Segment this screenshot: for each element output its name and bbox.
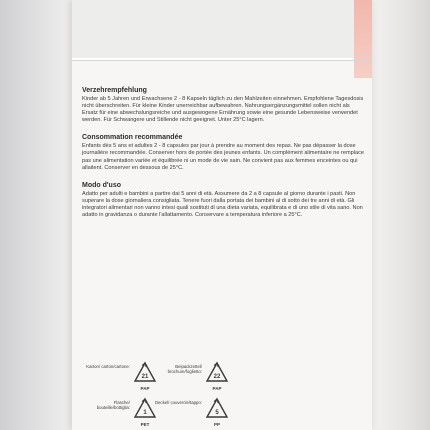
fold-line [72, 60, 372, 61]
box-top-flap [72, 0, 372, 60]
section-fr [82, 133, 366, 171]
background-right [370, 0, 430, 430]
recycling-info [82, 360, 262, 430]
recycling-code: PET [140, 422, 150, 427]
recycle-number: 21 [141, 374, 149, 380]
recycling-code: PAP [212, 386, 222, 391]
recycle-triangle-icon [204, 396, 230, 422]
recycle-number: 5 [215, 410, 219, 416]
recycling-code: PP [213, 422, 220, 427]
recycling-label: Beipackzettel/ brochure/foglietto: [167, 364, 202, 374]
section-body: Enfants dès 5 ans et adultes 2 - 8 capsules par jour à prendre au moment des repas. Ne pas dépasser la dose journalière recommandée. Conserver hors de portée des jeunes enfants. Un complément alimentaire ne remplace pas une alimentation variée et équilibrée ni un mode de vie sain. Ne convient pas aux femmes enceintes ou qui allaitent. Conserver en dessous de 25°C. [82, 143, 365, 171]
label-text-panel [82, 86, 366, 228]
section-heading: Modo d'uso [82, 181, 121, 189]
background-left [0, 0, 78, 430]
recycle-triangle-icon [204, 360, 230, 386]
section-de [82, 86, 366, 124]
section-it [82, 181, 366, 219]
section-body: Adatto per adulti e bambini a partire dai 5 anni di età. Assumere da 2 a 8 capsule al giorno durante i pasti. Non superare la dose giornaliera consigliata. Tenere fuori dalla portata dei bambini al di sotto dei tre anni di età. Gli integratori alimentari non vanno intesi quali sostituti di una dieta variata, equilibrata e di uno stile di vita sano. Non adatto in gravidanza o durante l'allattamento. Conservare a temperatura inferiore a 25°C. [82, 190, 363, 219]
section-body: Kinder ab 5 Jahren und Erwachsene 2 - 8 Kapseln täglich zu den Mahlzeiten einnehmen. Empfohlene Tagesdosis nicht überschreiten. Für kleine Kinder unerreichbar aufbewahren. Nahrungsergänzungsmittel sollen nicht als Ersatz für eine abwechslungsreiche und ausgewogene Ernährung sowie eine gesunde Lebensweise verwendet werden. Für Schwangere und Stillende nicht geeignet. Unter 25°C lagern. [82, 96, 364, 124]
section-heading: Consommation recommandée [82, 134, 183, 142]
section-heading: Verzehrempfehlung [82, 87, 147, 94]
recycling-label: Karton/ carton/cartone: [86, 364, 130, 369]
recycling-code: PAP [140, 386, 150, 391]
supplement-box [72, 0, 372, 430]
recycling-label: Flasche/ bouteille/bottiglia: [96, 400, 130, 410]
recycling-item-cap [154, 396, 240, 428]
recycle-number: 22 [213, 374, 221, 380]
recycling-item-leaflet [154, 360, 240, 392]
recycling-label: Deckel/ couvercle/tappo: [154, 400, 202, 405]
recycle-number: 1 [143, 410, 147, 416]
box-color-edge [354, 0, 372, 78]
